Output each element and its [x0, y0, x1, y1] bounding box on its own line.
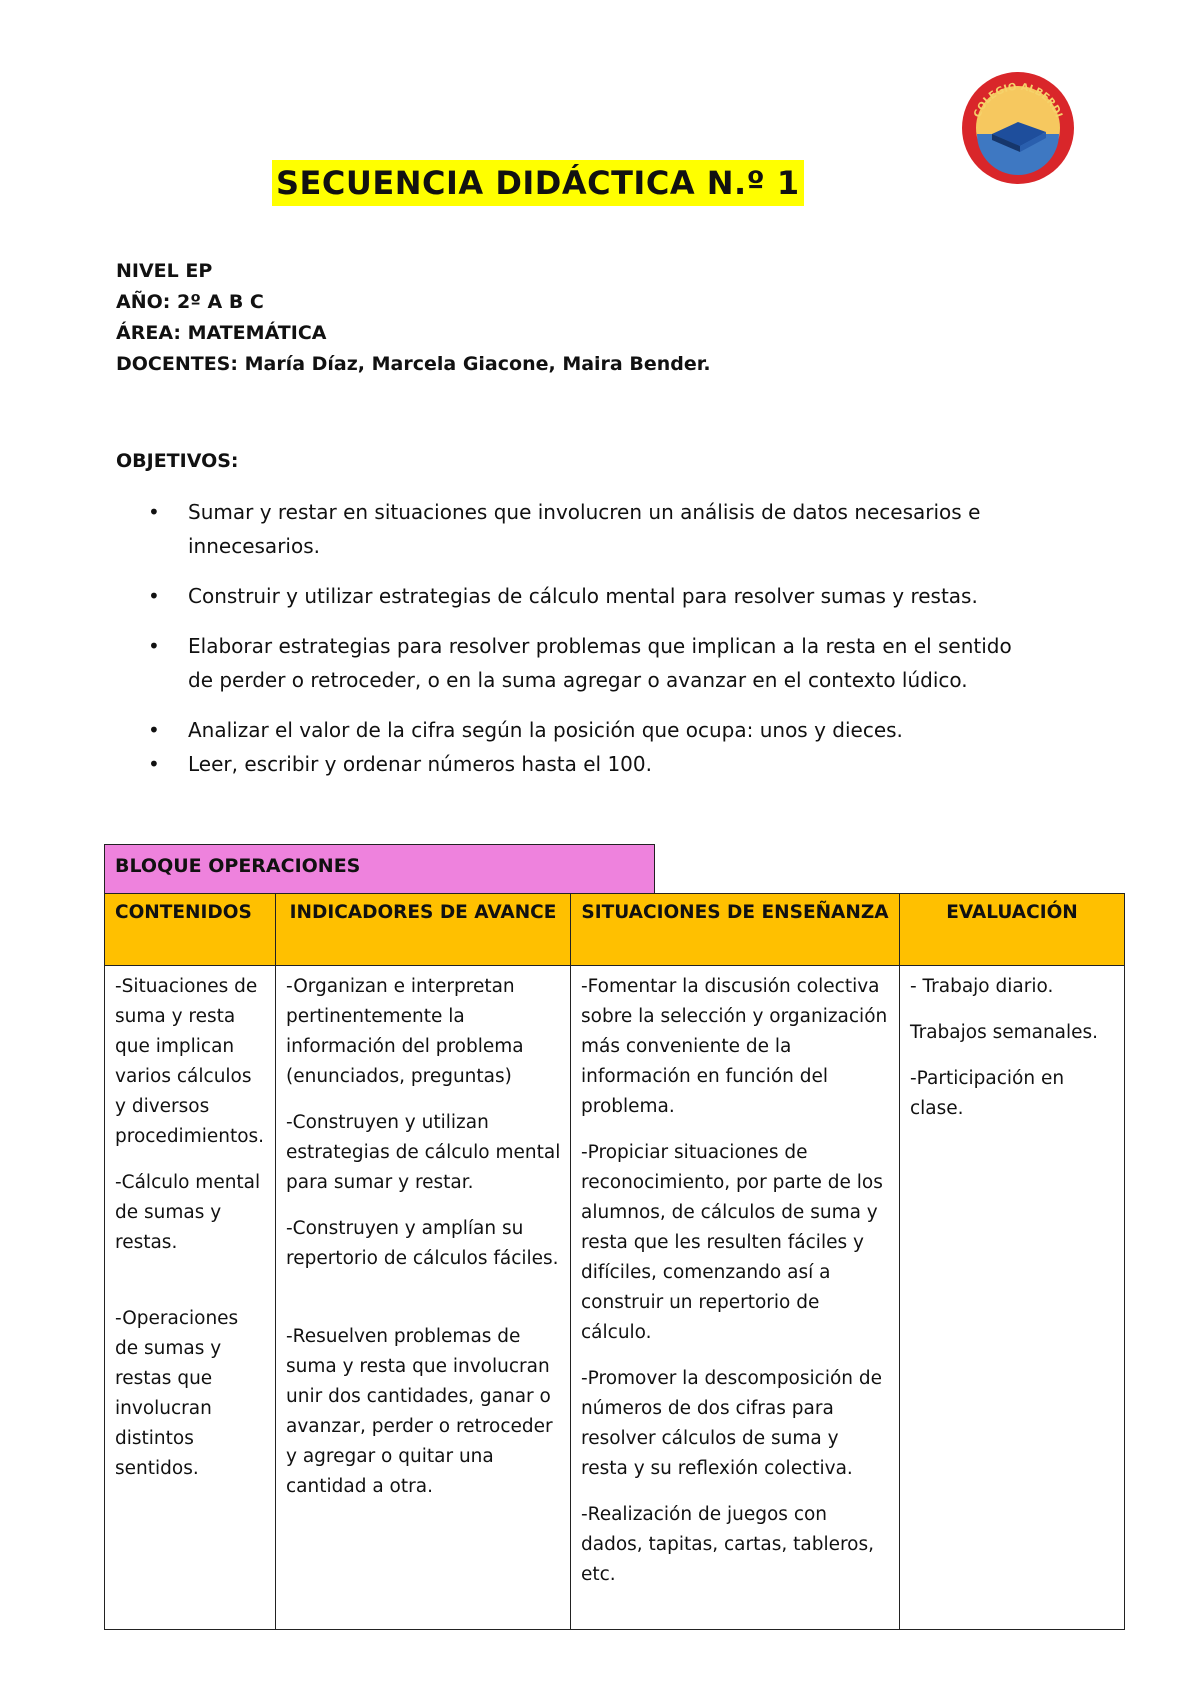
content-table [104, 893, 1125, 1630]
objectives-list [116, 495, 1016, 781]
contenido-item: -Cálculo mental de sumas y restas. [115, 1172, 261, 1253]
indicador-item: -Organizan e interpretan pertinentemente la información del problema (enunciados, preguntas) [286, 976, 524, 1087]
objective-item: • Elaborar estrategias para resolver problemas que implican a la resta en el sentido de perder o retroceder, o en la suma agregar o avanzar en el contexto lúdico. [116, 629, 1016, 697]
situacion-item: -Promover la descomposición de números de dos cifras para resolver cálculos de suma y resta y su reflexión colectiva. [581, 1368, 883, 1479]
cell-indicadores [276, 966, 571, 1630]
contenido-item: -Operaciones de sumas y restas que involucran distintos sentidos. [115, 1308, 239, 1479]
page-title: SECUENCIA DIDÁCTICA N.º 1 [272, 160, 804, 206]
evaluacion-item: - Trabajo diario. [910, 976, 1054, 997]
anio-line: AÑO: 2º A B C [116, 291, 264, 313]
document-meta [116, 256, 711, 380]
logo-text: COLEGIO ALBERDI [972, 81, 1064, 120]
header-situaciones: SITUACIONES DE ENSEÑANZA [571, 894, 900, 966]
objective-item: • Leer, escribir y ordenar números hasta el 100. [116, 747, 1016, 781]
indicador-item: -Resuelven problemas de suma y resta que involucran unir dos cantidades, ganar o avanzar, perder o retroceder y agregar o quitar una cantidad a otra. [286, 1326, 553, 1497]
block-title: BLOQUE OPERACIONES [104, 844, 655, 894]
objective-item: • Construir y utilizar estrategias de cálculo mental para resolver sumas y restas. [116, 579, 1016, 613]
situacion-item: -Propiciar situaciones de reconocimiento, por parte de los alumnos, de cálculos de suma y resta que les resulten fáciles y difíciles, comenzando así a construir un repertorio de cálculo. [581, 1142, 883, 1343]
header-evaluacion: EVALUACIÓN [900, 894, 1125, 966]
table-row [105, 966, 1125, 1630]
indicador-item: -Construyen y utilizan estrategias de cálculo mental para sumar y restar. [286, 1112, 561, 1193]
nivel-line: NIVEL EP [116, 260, 213, 282]
cell-evaluacion [900, 966, 1125, 1630]
situacion-item: -Realización de juegos con dados, tapitas, cartas, tableros, etc. [581, 1504, 875, 1585]
cell-contenidos [105, 966, 276, 1630]
header-indicadores: INDICADORES DE AVANCE [276, 894, 571, 966]
objectives-heading: OBJETIVOS: [116, 450, 239, 472]
situacion-item: -Fomentar la discusión colectiva sobre la selección y organización más conveniente de la información en función del problema. [581, 976, 888, 1117]
docentes-line: DOCENTES: María Díaz, Marcela Giacone, Maira Bender. [116, 353, 711, 375]
contenido-item: -Situaciones de suma y resta que implican varios cálculos y diversos procedimientos. [115, 976, 265, 1147]
evaluacion-item: -Participación en clase. [910, 1068, 1065, 1119]
header-contenidos: CONTENIDOS [105, 894, 276, 966]
area-line: ÁREA: MATEMÁTICA [116, 322, 327, 344]
indicador-item: -Construyen y amplían su repertorio de cálculos fáciles. [286, 1218, 559, 1269]
evaluacion-item: Trabajos semanales. [910, 1022, 1099, 1043]
objective-item: • Analizar el valor de la cifra según la posición que ocupa: unos y dieces. [116, 713, 1016, 747]
table-header-row [105, 894, 1125, 966]
cell-situaciones [571, 966, 900, 1630]
school-logo [958, 68, 1078, 188]
objective-item: • Sumar y restar en situaciones que involucren un análisis de datos necesarios e innecesarios. [116, 495, 1016, 563]
